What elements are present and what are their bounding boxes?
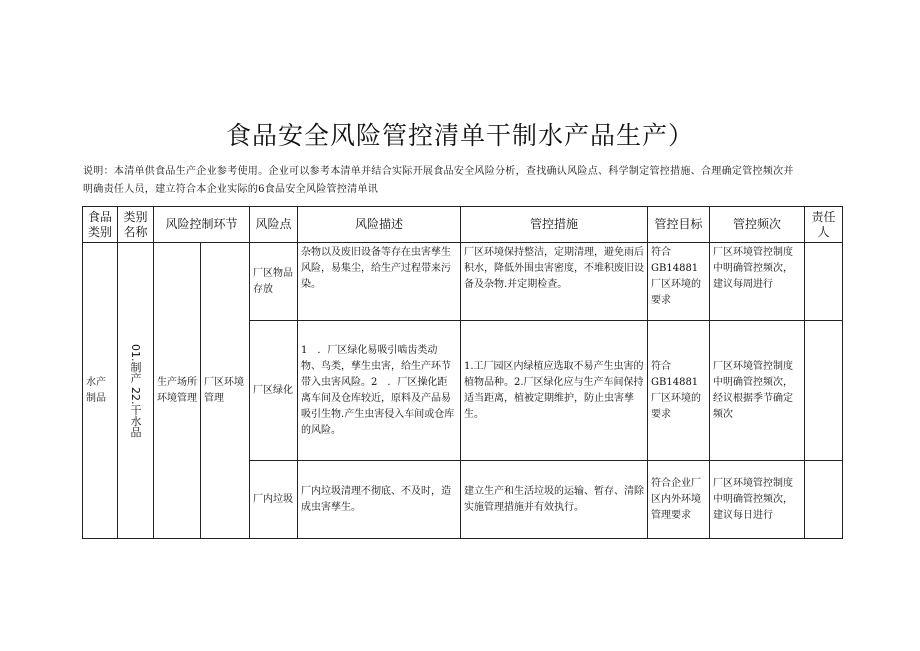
header-food-category: 食品类别 xyxy=(83,207,118,243)
control-sublink-cell: 厂区环境管理 xyxy=(201,243,250,539)
responsible-cell xyxy=(805,461,843,539)
header-category-name: 类别名称 xyxy=(118,207,154,243)
table-header-row xyxy=(83,207,843,243)
food-category-cell: 水产制品 xyxy=(83,243,118,539)
risk-point-cell: 厂区物品存放 xyxy=(250,243,298,321)
control-link-cell: 生产场所环境管理 xyxy=(154,243,201,539)
header-responsible: 责任人 xyxy=(805,207,843,243)
risk-description-cell: 1 ．厂区绿化易吸引啮齿类动物、鸟类，孳生虫害，给生产环节带入虫害风险。2 ．厂区操化距离车间及仓库较近，原料及产品易吸引生物.产生虫害侵入车间或仓库的风险。 xyxy=(298,321,461,461)
header-control-frequency: 管控频次 xyxy=(710,207,805,243)
header-control-target: 管控目标 xyxy=(648,207,710,243)
instructions-note xyxy=(83,163,843,199)
table-row xyxy=(83,243,843,321)
note-line-2: 明确责任人员，建立符合本企业实际的6食品安全风险管控清单讯 xyxy=(83,184,379,195)
control-measures-cell: 建立生产和生活垃圾的运输、暂存、清除实施管理措施并有效执行。 xyxy=(461,461,648,539)
header-control-measures: 管控措施 xyxy=(461,207,648,243)
control-measures-cell: 厂区环境保持整洁，定期清理，避免雨后积水，降低外围虫害密度，不堆积废旧设备及杂物.并定期检查。 xyxy=(461,243,648,321)
control-target-cell: 符合GB14881厂区环境的要求 xyxy=(648,321,710,461)
risk-point-cell: 厂区绿化 xyxy=(250,321,298,461)
risk-control-table xyxy=(82,206,843,539)
control-target-cell: 符合企业厂区内外环境管理要求 xyxy=(648,461,710,539)
control-frequency-cell: 厂区环境管控制度中明确管控频次，建议每周进行 xyxy=(710,243,805,321)
control-measures-cell: 1.工厂园区内绿植应选取不易产生虫害的植物品种。2.厂区绿化应与生产车间保持适当距离，植被定期维护，防止虫害孳生。 xyxy=(461,321,648,461)
page-title: 食品安全风险管控清单干制水产品生产） xyxy=(225,121,694,150)
category-name-cell xyxy=(118,243,154,539)
control-frequency-cell: 厂区环境管控制度中明确管控频次，建议每日进行 xyxy=(710,461,805,539)
note-line-1: 说明：本清单供食品生产企业参考使用。企业可以参考本清单并结合实际开展食品安全风险分析，查找确认风险点、科学制定管控措施、合理确定管控频次并 xyxy=(83,166,794,177)
risk-point-cell: 厂内垃圾 xyxy=(250,461,298,539)
responsible-cell xyxy=(805,243,843,321)
risk-description-cell: 杂物以及废旧设备等存在虫害孳生风险，易集尘，给生产过程带来污染。 xyxy=(298,243,461,321)
control-target-cell: 符合GB14881厂区环境的要求 xyxy=(648,243,710,321)
header-risk-description: 风险描述 xyxy=(298,207,461,243)
control-frequency-cell: 厂区环境管控制度中明确管控频次，经议根据季节确定频次 xyxy=(710,321,805,461)
risk-description-cell: 厂内垃圾清理不彻底、不及时，造成虫害孳生。 xyxy=(298,461,461,539)
responsible-cell xyxy=(805,321,843,461)
category-name-text: 01.制产 22.干水品 xyxy=(129,343,142,438)
header-control-link: 风险控制环节 xyxy=(154,207,250,243)
header-risk-point: 风险点 xyxy=(250,207,298,243)
